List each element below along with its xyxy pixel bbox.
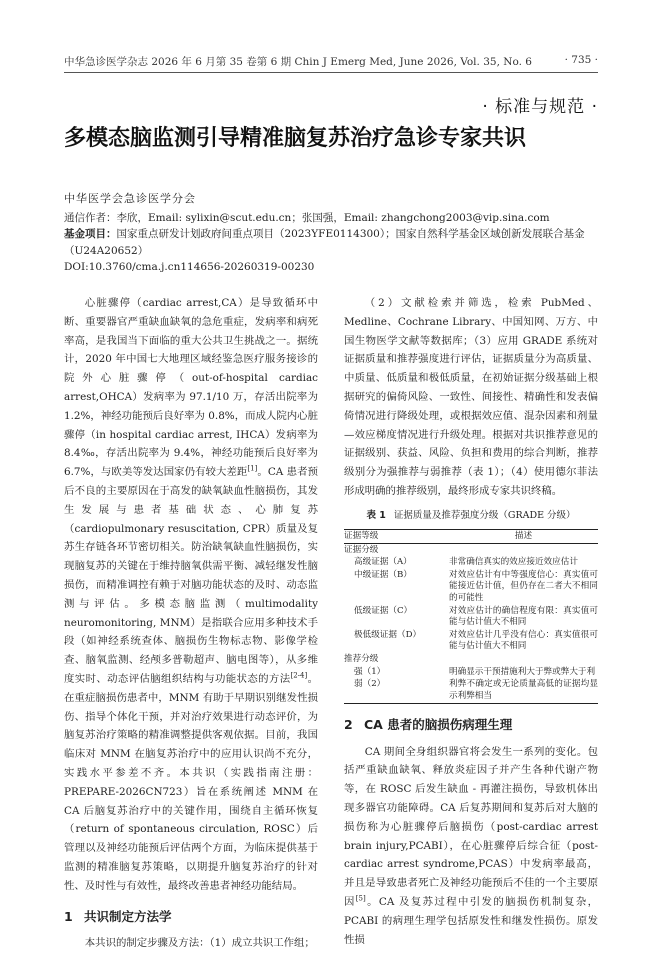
table-row — [344, 654, 598, 667]
running-header — [64, 54, 598, 70]
table-caption-text: 证据质量及推荐强度分级（GRADE 分级） — [393, 509, 576, 521]
pathophysiology-text-2: 。CA 及复苏过程中引发的脑损伤机制复杂，PCABI 的病理生理学包括原发性和继发性损伤。原发性损 — [344, 896, 599, 946]
reference-marker[interactable]: [2-4] — [290, 671, 308, 680]
journal-citation: 中华急诊医学杂志 2026 年 6 月第 35 卷第 6 期 Chin J Emerg Med, June 2026, Vol. 35, No. 6 — [64, 56, 532, 68]
corresponding-authors: 通信作者：李欣，Email: sylixin@scut.edu.cn；张国强，Email: zhangchong2003@vip.sina.com — [64, 211, 550, 224]
grade-table — [344, 529, 598, 704]
table-cell-level: 极低级证据（D） — [354, 629, 422, 640]
table-cell-description — [449, 654, 598, 667]
pathophysiology-paragraph — [344, 743, 598, 950]
table-cell-description: 利弊不确定或无论质量高低的证据均显示利弊相当 — [449, 679, 598, 701]
section-number: 1 — [64, 908, 73, 924]
section-tag: · 标准与规范 · — [482, 97, 598, 117]
doi: DOI:10.3760/cma.j.cn114656-20260319-00230 — [64, 261, 315, 273]
table-cell-level: 强（1） — [354, 666, 386, 677]
table-cell-description: 非常确信真实的效应接近效应估计 — [449, 557, 578, 568]
table-cell-level: 推荐分级 — [344, 654, 379, 664]
table-row — [344, 544, 598, 557]
funding-text: 国家重点研发计划政府间重点项目（2023YFE0114300）；国家自然科学基金区域创新发展联合基金（U24A20652） — [64, 228, 585, 257]
section-title: CA 患者的脑损伤病理生理 — [364, 716, 513, 732]
table-label: 表 1 — [366, 509, 386, 521]
table-cell-description: 对效应估计的确信程度有限：真实值可能与估计值大不相同 — [449, 605, 598, 628]
author-block — [64, 191, 604, 276]
table-row — [344, 605, 598, 629]
table-cell-description — [449, 544, 598, 557]
table-row — [344, 679, 598, 704]
table-cell-level: 弱（2） — [354, 679, 386, 690]
table-caption — [344, 507, 598, 526]
author-organization: 中华医学会急诊医学分会 — [64, 192, 196, 205]
table-header-level: 证据等级 — [344, 529, 449, 544]
table-cell-description: 对效应估计有中等强度信心：真实值可能接近估计值，但仍存在二者大不相同的可能性 — [449, 569, 598, 604]
table-row — [344, 629, 598, 653]
funding-label: 基金项目： — [64, 228, 117, 240]
pathophysiology-text-1: CA 期间全身组织器官将会发生一系列的变化。包括严重缺血缺氧、释放炎症因子并产生各种代谢产物等，在 ROSC 后发生缺血 - 再灌注损伤，导致机体出现多器官功能障碍。CA 后复苏期间和复苏后对大脑的损伤称为心脏骤停后脑损伤（post-cardiac arrest brain injury,PCABI），在心脏骤停后综合征（post-cardiac arrest syndrome,PCAS）中发病率最高，并且是导致患者死亡及神经功能预后不佳的一个主要原因 — [344, 745, 598, 909]
methods-paragraph: 本共识的制定步骤及方法：（1）成立共识工作组； — [84, 937, 315, 950]
intro-text-1: 心脏骤停（cardiac arrest,CA）是导致循环中断、重要器官严重缺血缺氧的急危重症，发病率和病死率高，是我国当下面临的重大公共卫生挑战之一。据统计，2020 年中国七大地理区域经鉴急医疗服务接诊的院外心脏骤停（out-of-hospital cardiac arrest,OHCA）发病率为 97.1/10 万，存活出院率为 1.2%，神经功能预后良好率为 0.8%，而成人院内心脏骤停（in hospital cardiac arrest, IHCA）发病率为 8.4‰，存活出院率为 9.4%，神经功能预后良好率为 6.7%，与欧美等发达国家仍有较大差距 — [64, 297, 318, 479]
intro-text-3: 。在重症脑损伤患者中，MNM 有助于早期识别继发性损伤、指导个体化干预，并对治疗效果进行动态评价，为脑复苏治疗策略的精准调整提供客观依据。目前，我国临床对 MNM 在脑复苏治疗中的应用认识尚不充分，实践水平参差不齐。本共识（实践指南注册：PREPARE-2026CN723）旨在系统阐述 MNM 在 CA 后脑复苏治疗中的关键作用，围绕自主循环恢复（return of spontaneous circulation, ROSC）后管理以及神经功能预后评估两个方面，为临床提供基于监测的精准脑复苏策略，以期提升脑复苏治疗的针对性、及时性与有效性，最终改善患者神经功能结局。 — [64, 672, 319, 892]
section-number: 2 — [344, 716, 353, 732]
table-cell-description: 明确显示干预措施利大于弊或弊大于利 — [449, 666, 596, 677]
table-header-description: 描述 — [449, 529, 598, 544]
methods-paragraph-cont: （2）文献检索并筛选，检索 PubMed、Medline、Cochrane Library、中国知网、万方、中国生物医学文献等数据库；（3）应用 GRADE 系统对证据质量和推荐强度进行评估，证据质量分为高质量、中质量、低质量和极低质量，在初始证据分级基础上根据研究的偏倚风险、一致性、间接性、精确性和发表偏倚情况进行降级处理，或根据效应值、混杂因素和剂量—效应梯度情况进行升级处理。根据对共识推荐意见的证据级别、获益、风险、负担和费用的综合判断，推荐级别分为强推荐与弱推荐（表 1）；（4）使用德尔菲法形成明确的推荐级别，最终形成专家共识终稿。 — [344, 297, 598, 497]
table-row — [344, 666, 598, 679]
table-row — [344, 557, 598, 570]
funding — [64, 226, 604, 259]
reference-marker[interactable]: [5] — [355, 894, 366, 903]
right-column — [344, 294, 598, 949]
page-number: · 735 · — [564, 54, 598, 66]
section-heading-1 — [64, 908, 318, 927]
article-title: 多模态脑监测引导精准脑复苏治疗急诊专家共识 — [64, 126, 527, 151]
table-row — [344, 569, 598, 605]
intro-paragraph — [64, 294, 318, 896]
section-title: 共识制定方法学 — [84, 908, 172, 924]
header-divider — [64, 72, 598, 73]
table-cell-level: 中级证据（B） — [354, 569, 412, 580]
section-heading-2 — [344, 716, 598, 735]
left-column — [64, 294, 318, 953]
table-cell-level: 证据分级 — [344, 544, 379, 555]
table-cell-description: 对效应估计几乎没有信心：真实值很可能与估计值大不相同 — [449, 629, 598, 652]
table-header-row — [344, 529, 598, 544]
table-cell-level: 低级证据（C） — [354, 605, 413, 616]
table-cell-level: 高级证据（A） — [354, 557, 412, 568]
intro-text-2: 。CA 患者预后不良的主要原因在于高发的缺氧缺血性脑损伤，其发生发展与患者基础状态、心肺复苏（cardiopulmonary resuscitation, CPR）质量及复苏生存链各环节密切相关。防治缺氧缺血性脑损伤，实现脑复苏的关键在于维持脑氧供需平衡、减轻继发性脑损伤，而精准调控有赖于对脑功能状态的及时、动态监测与评估。多模态脑监测（multimodality neuromonitoring, MNM）是指联合应用多种技术手段（如神经系统查体、脑损伤生物标志物、影像学检查、脑氧监测、经颅多普勒超声、脑电图等），从多维度实时、动态评估脑组织结构与功能状态的方法 — [64, 466, 318, 685]
table-body — [344, 544, 598, 704]
reference-marker[interactable]: [1] — [247, 464, 258, 473]
